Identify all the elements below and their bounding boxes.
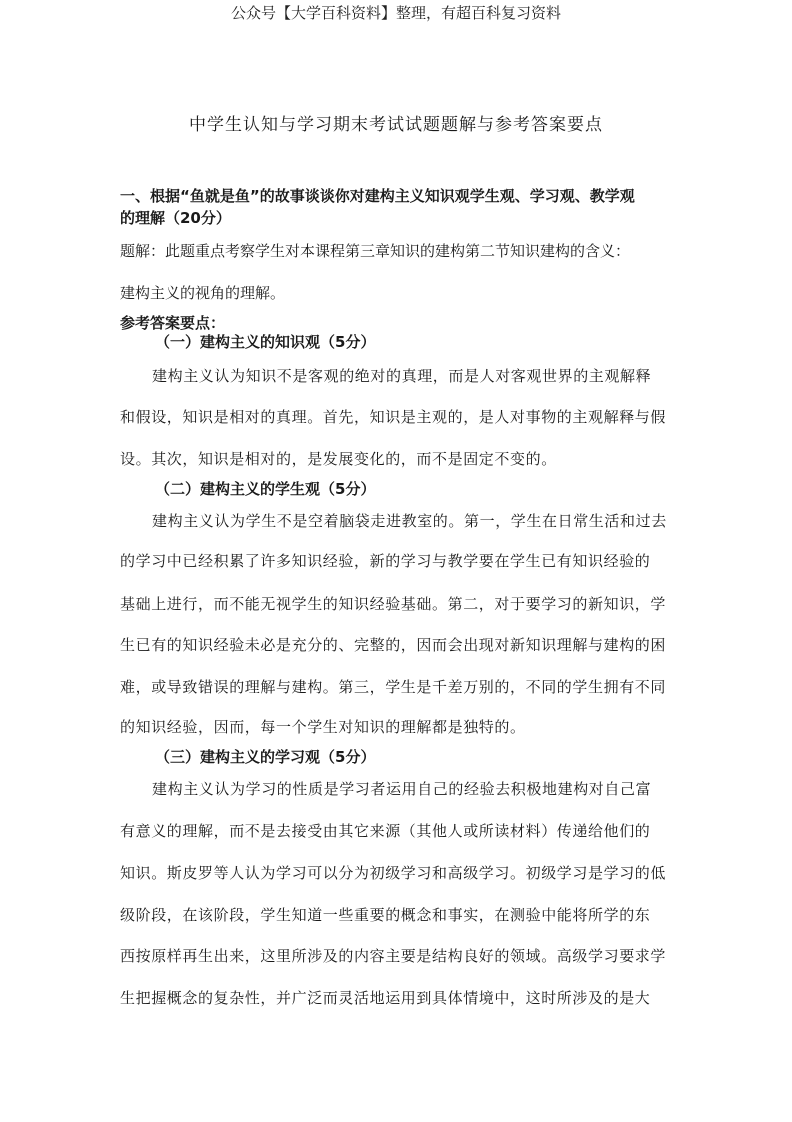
question-line-2: 的理解（20分） (120, 209, 231, 227)
document-title: 中学生认知与学习期末考试试题题解与参考答案要点 (189, 115, 603, 135)
paragraph-line: 建构主义认为知识不是客观的绝对的真理，而是人对客观世界的主观解释 (152, 367, 652, 385)
paragraph-line: 有意义的理解，而不是去接受由其它来源（其他人或所读材料）传递给他们的 (120, 822, 651, 840)
section-heading: （二）建构主义的学生观（5分） (155, 480, 376, 498)
page-header: 公众号【大学百科资料】整理，有超百科复习资料 (230, 4, 561, 22)
question-prompt (120, 185, 700, 229)
paragraph-line: 的知识经验，因而，每一个学生对知识的理解都是独特的。 (120, 718, 526, 736)
paragraph-line: 建构主义认为学生不是空着脑袋走进教室的。第一，学生在日常生活和过去 (152, 512, 667, 530)
analysis-line-1: 题解：此题重点考察学生对本课程第三章知识的建构第二节知识建构的含义： (120, 242, 631, 260)
paragraph-line: 设。其次，知识是相对的，是发展变化的，而不是固定不变的。 (120, 450, 557, 468)
paragraph-line: 生把握概念的复杂性，并广泛而灵活地运用到具体情境中，这时所涉及的是大 (120, 989, 651, 1007)
analysis-line-2: 建构主义的视角的理解。 (120, 284, 286, 302)
answer-label: 参考答案要点： (120, 314, 226, 332)
paragraph-line: 和假设，知识是相对的真理。首先，知识是主观的，是人对事物的主观解释与假 (120, 408, 667, 426)
paragraph-line: 基础上进行，而不能无视学生的知识经验基础。第二，对于要学习的新知识，学 (120, 595, 667, 613)
paragraph-line: 建构主义认为学习的性质是学习者运用自己的经验去积极地建构对自己富 (152, 780, 652, 798)
section-heading: （三）建构主义的学习观（5分） (155, 748, 376, 766)
paragraph-line: 的学习中已经积累了许多知识经验，新的学习与教学要在学生已有知识经验的 (120, 552, 651, 570)
section-heading: （一）建构主义的知识观（5分） (155, 333, 376, 351)
question-line-1: 一、根据“鱼就是鱼”的故事谈谈你对建构主义知识观学生观、学习观、教学观 (120, 187, 635, 205)
paragraph-line: 级阶段，在该阶段，学生知道一些重要的概念和事实，在测验中能将所学的东 (120, 906, 651, 924)
paragraph-line: 生已有的知识经验未必是充分的、完整的，因而会出现对新知识理解与建构的困 (120, 636, 667, 654)
paragraph-line: 西按原样再生出来，这里所涉及的内容主要是结构良好的领域。高级学习要求学 (120, 947, 667, 965)
paragraph-line: 知识。斯皮罗等人认为学习可以分为初级学习和高级学习。初级学习是学习的低 (120, 864, 667, 882)
paragraph-line: 难，或导致错误的理解与建构。第三，学生是千差万别的，不同的学生拥有不同 (120, 678, 667, 696)
